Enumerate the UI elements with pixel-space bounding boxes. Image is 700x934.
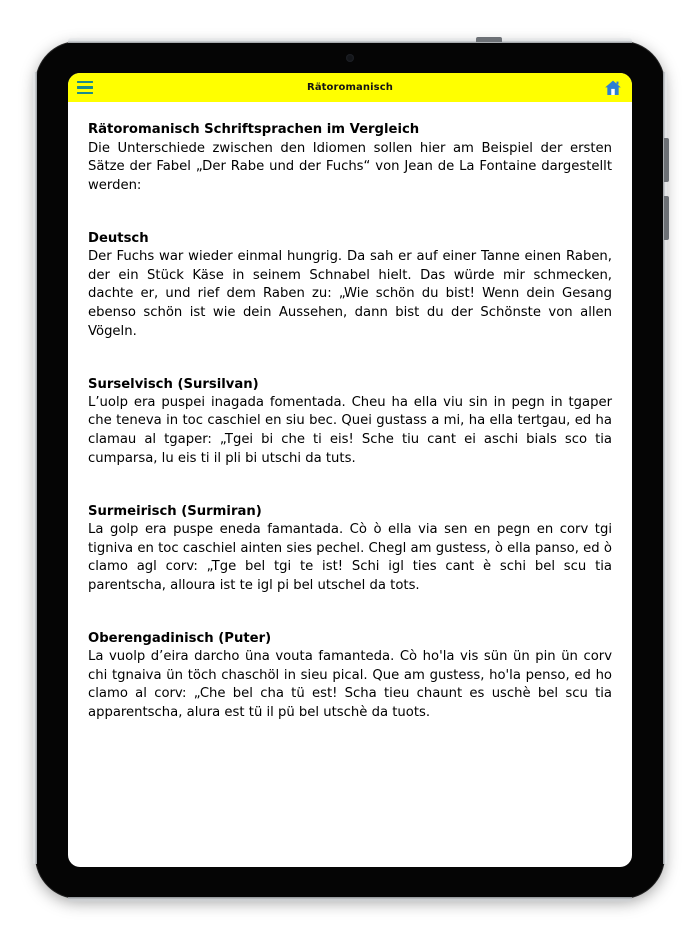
home-icon[interactable] [602,78,624,98]
volume-up-button[interactable] [664,138,669,182]
section-body: La vuolp d’eira darcho üna vouta famanteda. Cò ho'la vis sün ün pin ün corv chi tgnaiva ün töch chaschöl in sieu pical. Que am gustess, ho'la penso, ed ho clamo al corv: „Che bel cha tü est! Scha tieu chaunt es uschè bel scu tia apparentscha, alura est tü il pü bel utschè da tuots. [88,648,612,721]
section-surselvisch [88,376,612,469]
front-camera [346,54,354,62]
section-heading: Oberengadinisch (Puter) [88,630,272,646]
section-body: La golp era puspe eneda famantada. Cò ò ella via sen en pegn en corv tgi tigniva en toc caschiel ainten sies pechel. Chegl am gustess, ò ella panso, ed ò clamo agl corv: „Tge bel tgi te ist! Schi igl ties cant è schi bel scu tia parentscha, alloura ist te igl pi bel utschel da tots. [88,521,612,593]
section-deutsch [88,230,612,342]
volume-down-button[interactable] [664,196,669,240]
document-content [68,102,632,733]
app-bar-title: Rätoromanisch [307,82,393,93]
hamburger-line-3 [77,92,93,95]
section-surmeirisch [88,503,612,596]
section-oberengadinisch [88,630,612,723]
device-left-edge [32,72,37,864]
tablet-device [36,42,664,898]
section-body: Der Fuchs war wieder einmal hungrig. Da sah er auf einer Tanne einen Raben, der ein Stück Käse in seinem Schnabel hielt. Das würde mir schmecken, dachte er, und rief dem Raben zu: „Wie schön du bist! Wenn dein Gesang ebenso schön ist wie dein Aussehen, dann bist du der Schönste von allen Vögeln. [88,248,612,339]
app-bar [68,73,632,102]
hamburger-line-2 [77,86,93,89]
section-heading: Surselvisch (Sursilvan) [88,376,259,392]
section-heading: Surmeirisch (Surmiran) [88,503,262,519]
device-right-edge [663,72,668,864]
section-heading: Deutsch [88,230,149,246]
tablet-screen [68,73,632,867]
device-bottom-edge [68,897,632,902]
hamburger-menu-icon[interactable] [77,80,95,96]
device-top-edge [68,38,632,43]
power-button[interactable] [476,37,502,42]
page-title: Rätoromanisch Schriftsprachen im Vergleich [88,122,420,137]
intro-paragraph: Die Unterschiede zwischen den Idiomen sollen hier am Beispiel der ersten Sätze der Fabel „Der Rabe und der Fuchs“ von Jean de La Fontaine dargestellt werden: [88,140,612,193]
section-body: L’uolp era puspei inagada fomentada. Cheu ha ella viu sin in pegn in tgaper che teneva in toc caschiel en siu bec. Quei gustass a mi, ha ella tertgau, ed ha clamau al tgaper: „Tgei bi che ti eis! Sche tiu cant ei aschi bials sco tia cumparsa, lu eis ti il pli bi utschi da tuts. [88,394,612,466]
hamburger-line-1 [77,81,93,84]
